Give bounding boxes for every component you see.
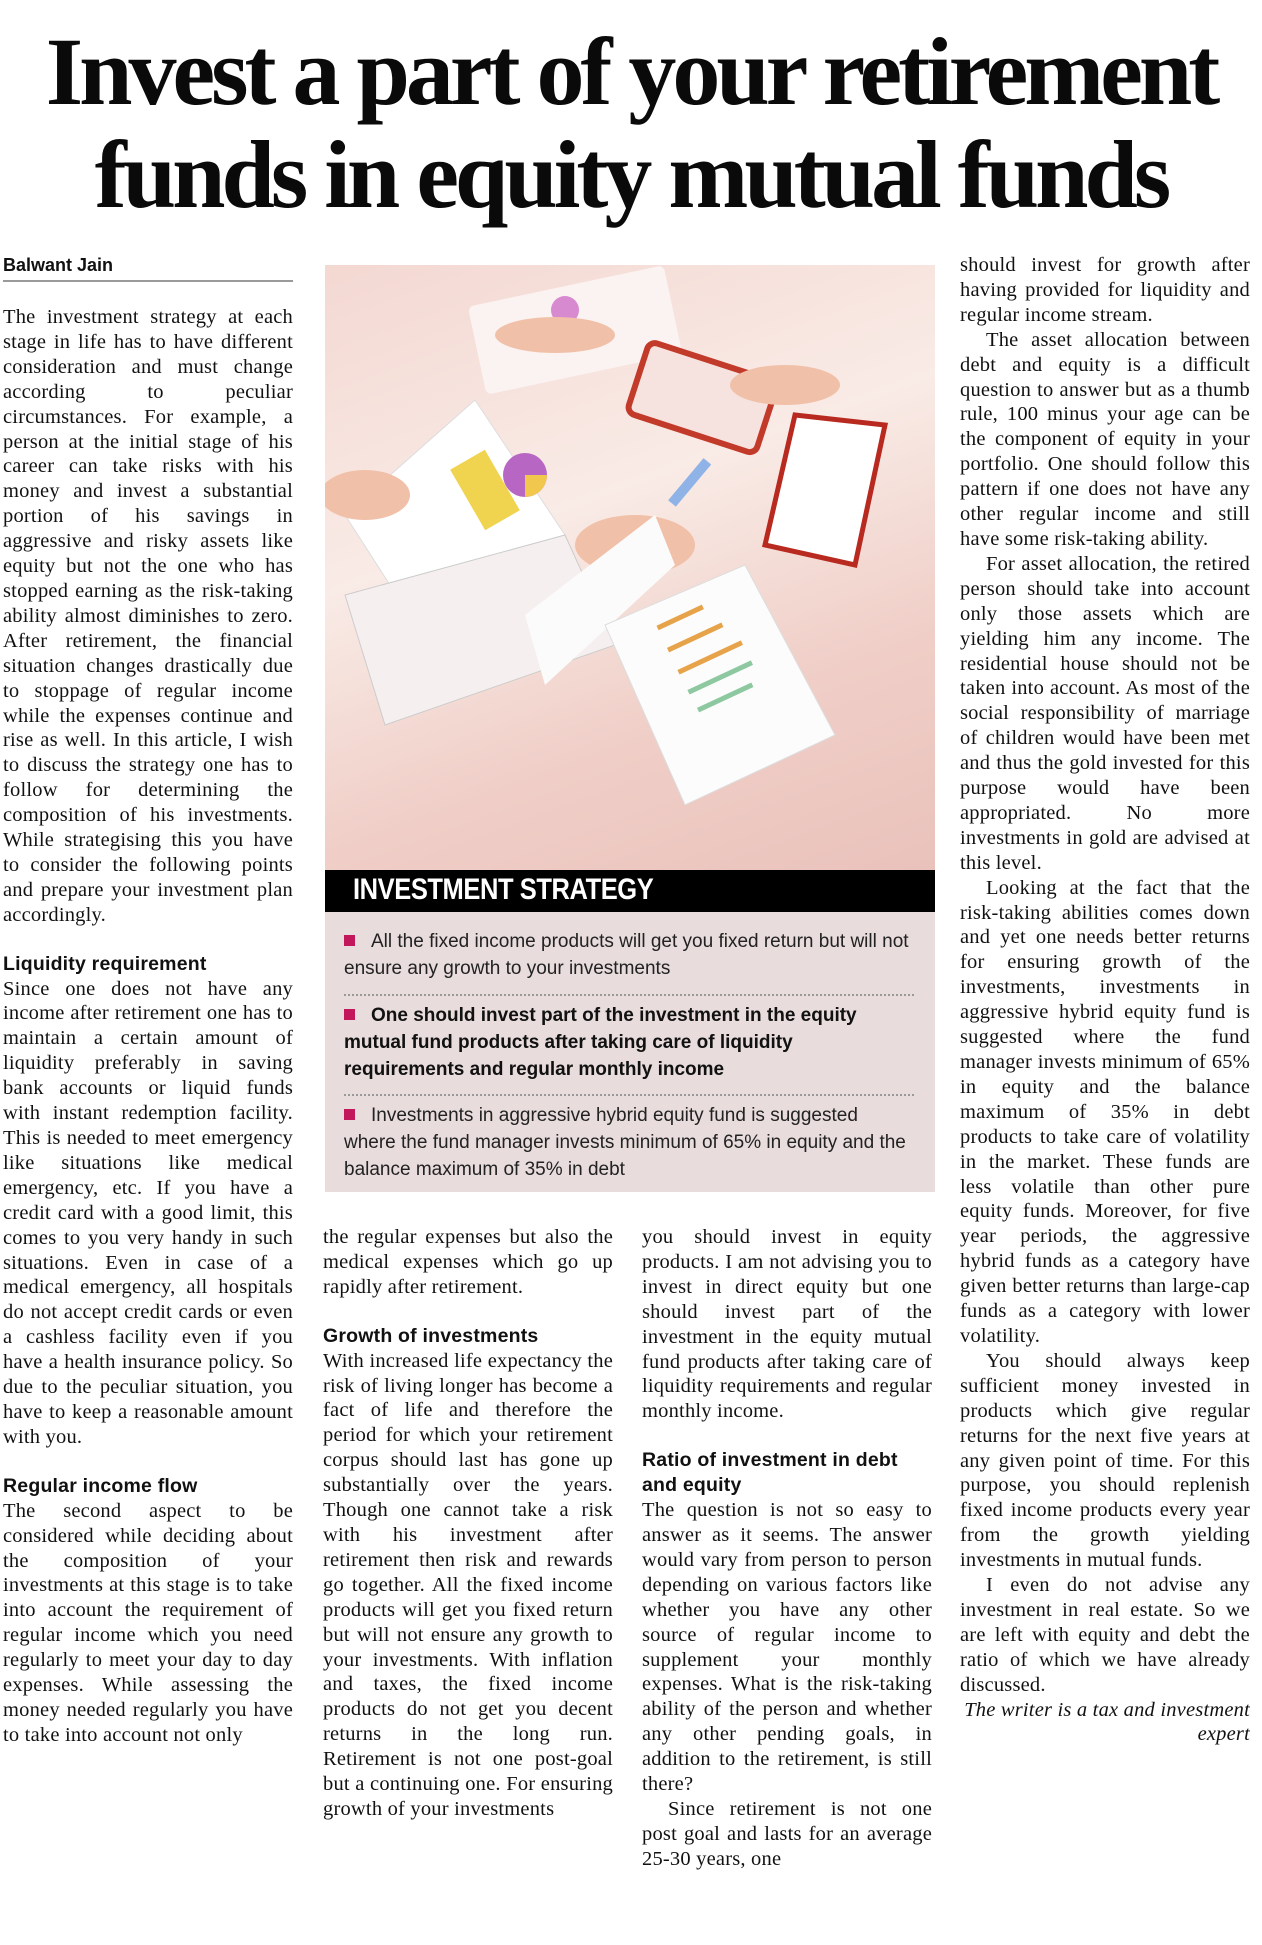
article-photo [325, 265, 935, 870]
paragraph: Since retirement is not one post goal and lasts for an average 25-30 years, one [642, 1797, 932, 1870]
point-text: One should invest part of the investment in the equity mutual fund products after taking care of liquidity requirements and regular monthly income [344, 1005, 857, 1080]
column-2 [323, 1225, 613, 1945]
subheading-liquidity: Liquidity requirement [3, 952, 207, 975]
sidebar-title-bar [325, 870, 935, 912]
subheading-regular-income: Regular income flow [3, 1474, 198, 1497]
investment-strategy-box [325, 912, 935, 1192]
subheading-growth: Growth of investments [323, 1324, 539, 1347]
sidebar-title: INVESTMENT STRATEGY [353, 873, 654, 906]
author-signoff: The writer is a tax and investment expert [964, 1698, 1250, 1746]
paragraph: The question is not so easy to answer as it seems. The answer would vary from person to person depending on various factors like whether you have any other source of regular income to supplement your monthly expenses. What is the risk-taking ability of the person and whether any other pending goals, in addition to the retirement, is still there? [642, 1499, 932, 1796]
dotted-divider [344, 994, 914, 996]
strategy-point-1 [344, 928, 909, 982]
intro-paragraph: The investment strategy at each stage in life has to have different consideration and must change according to peculiar circumstances. For example, a person at the initial stage of his career can take risks with his money and invest a substantial portion of his savings in aggressive and risky assets like equity but not the one who has stopped earning as the risk-taking ability almost diminishes to zero. After retirement, the financial situation changes drastically due to stoppage of regular income while the expenses continue and rise as well. In this article, I wish to discuss the strategy one has to follow for determining the composition of his investments. While strategising this you have to consider the following points and prepare your investment plan accordingly. [3, 306, 293, 926]
paragraph: Since one does not have any income after retirement one has to maintain a certain amount of liquidity preferably in saving bank accounts or liquid funds with instant redemption facility. This is needed to meet emergency like situations like medical emergency, etc. If you have a credit card with a good limit, this comes to you very handy in such situations. Even in case of a medical emergency, all hospitals do not accept credit cards or even a cashless facility even if you have a health insurance policy. So due to the peculiar situation, you have to keep a reasonable amount with you. [3, 977, 293, 1448]
paragraph: The asset allocation between debt and equity is a difficult question to answer but as a thumb rule, 100 minus your age can be the component of equity in your portfolio. One should follow this pattern if one does not have any other regular income and still have some risk-taking ability. [960, 328, 1250, 550]
paragraph: The second aspect to be considered while deciding about the composition of your investments at this stage is to take into account the requirement of regular income which you need regularly to meet your day to day expenses. While assessing the money needed regularly you have to take into account not only [3, 1499, 293, 1746]
subheading-ratio: Ratio of investment in debt and equity [642, 1449, 898, 1497]
column-3 [642, 1225, 932, 1945]
headline-line-1: Invest a part of your retirement [45, 18, 1217, 125]
byline: Balwant Jain [3, 255, 114, 275]
column-1 [3, 305, 293, 1945]
paragraph: You should always keep sufficient money invested in products which give regular returns for the next five years at any given point of time. For this purpose, you should replenish fixed income products every year from the growth yielding investments in mutual funds. [960, 1349, 1250, 1572]
paragraph: With increased life expectancy the risk of living longer has become a fact of life and therefore the period for which your retirement corpus should last has gone up substantially over the years. Though one cannot take a risk with his investment after retirement then risk and rewards go together. All the fixed income products will get you fixed return but will not ensure any growth to your investments. With inflation and taxes, the fixed income products do not get you decent returns in the long run. Retirement is not one post-goal but a continuing one. For ensuring growth of your investments [323, 1349, 613, 1820]
paragraph: For asset allocation, the retired person should take into account only those assets which are yielding him any income. The residential house should not be taken into account. As most of the social responsibility of marriage of children would have been met and thus the gold invested for this purpose would have been appropriated. No more investments in gold are advised at this level. [960, 552, 1250, 874]
headline-line-2: funds in equity mutual funds [94, 121, 1168, 228]
paragraph: you should invest in equity products. I am not advising you to invest in direct equity but one should invest part of the investment in the equity mutual fund products after taking care of liquidity requirements and regular monthly income. [642, 1226, 932, 1423]
photo-illustration [325, 265, 935, 870]
paragraph: should invest for growth after having provided for liquidity and regular income stream. [960, 254, 1250, 326]
point-text: All the fixed income products will get you fixed return but will not ensure any growth to your investments [344, 931, 909, 979]
strategy-point-3 [344, 1102, 909, 1183]
column-4 [960, 253, 1250, 1943]
paragraph: the regular expenses but also the medical expenses which go up rapidly after retirement. [323, 1226, 613, 1298]
paragraph: I even do not advise any investment in real estate. So we are left with equity and debt the ratio of which we have already discussed. [960, 1574, 1250, 1696]
bullet-square-icon [344, 1109, 355, 1120]
byline-rule [3, 280, 293, 282]
bullet-square-icon [344, 935, 355, 946]
paragraph: Looking at the fact that the risk-taking abilities comes down and yet one needs better returns for ensuring growth of the investments, investments in aggressive hybrid equity fund is suggested where the fund manager invests minimum of 65% in equity and the balance maximum of 35% in debt products to take care of volatility in the market. These funds are less volatile than other pure equity funds. Moreover, for five year periods, the aggressive hybrid funds as a category have given better returns than large-cap funds as a category with lower volatility. [960, 876, 1250, 1347]
point-text: Investments in aggressive hybrid equity fund is suggested where the fund manager invests minimum of 65% in equity and the balance maximum of 35% in debt [344, 1105, 906, 1180]
strategy-point-2 [344, 1002, 909, 1083]
bullet-square-icon [344, 1009, 355, 1020]
dotted-divider [344, 1094, 914, 1096]
